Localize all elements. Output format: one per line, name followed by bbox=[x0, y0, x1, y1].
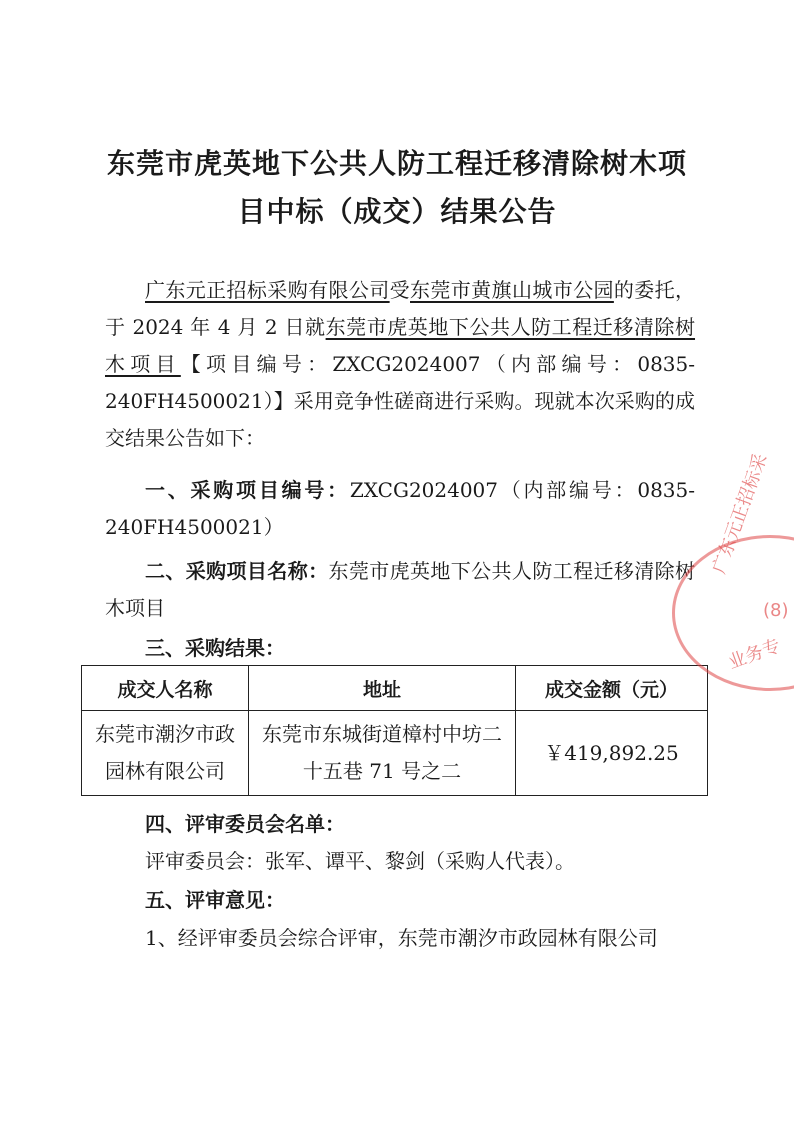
section-5-body: 1、经评审委员会综合评审，东莞市潮汐市政园林有限公司 bbox=[145, 926, 658, 950]
section-1 bbox=[105, 472, 695, 546]
section-2-text: 东莞市虎英地下公共人防工程迁移清除树木项目 bbox=[105, 559, 696, 620]
client-name: 东莞市黄旗山城市公园 bbox=[410, 278, 614, 302]
section-4 bbox=[105, 806, 695, 843]
table-row bbox=[82, 711, 708, 796]
intro-text-2: 的委托，于 2024 年 4 月 2 日就 bbox=[105, 278, 696, 339]
intro-text-1: 受 bbox=[389, 278, 411, 302]
section-3-heading: 三、采购结果： bbox=[145, 636, 285, 660]
header-winner: 成交人名称 bbox=[82, 666, 249, 711]
section-2-heading: 二、采购项目名称： bbox=[145, 559, 329, 583]
seal-text-b: (8) bbox=[763, 600, 789, 621]
section-3 bbox=[105, 630, 695, 667]
title-line-2: 目中标（成交）结果公告 bbox=[237, 195, 557, 228]
seal-text-c: 业务专 bbox=[725, 635, 784, 674]
seal-text-a: 广东元正招标采 bbox=[708, 450, 772, 577]
section-5-heading: 五、评审意见： bbox=[145, 888, 285, 912]
result-table bbox=[81, 665, 708, 796]
section-2 bbox=[105, 553, 695, 627]
document-title bbox=[90, 140, 704, 236]
intro-text-3: 【项目编号：ZXCG2024007（内部编号：0835-240FH4500021）】采用竞争性磋商进行采购。现就本次采购的成交结果公告如下： bbox=[105, 352, 696, 450]
winner-name: 东莞市潮汐市政园林有限公司 bbox=[82, 711, 249, 796]
agency-name: 广东元正招标采购有限公司 bbox=[145, 278, 390, 302]
header-amount: 成交金额（元） bbox=[516, 666, 708, 711]
section-1-heading: 一、采购项目编号： bbox=[145, 478, 350, 502]
section-4-body: 评审委员会：张军、谭平、黎剑（采购人代表）。 bbox=[145, 849, 575, 873]
section-1-text: ZXCG2024007（内部编号：0835-240FH4500021） bbox=[105, 478, 696, 539]
intro-paragraph bbox=[105, 272, 695, 457]
section-4-heading: 四、评审委员会名单： bbox=[145, 812, 345, 836]
title-line-1: 东莞市虎英地下公共人防工程迁移清除树木项 bbox=[106, 147, 687, 180]
table-header-row bbox=[82, 666, 708, 711]
section-5 bbox=[105, 882, 695, 919]
header-address: 地址 bbox=[249, 666, 516, 711]
winner-address: 东莞市东城街道樟村中坊二十五巷 71 号之二 bbox=[249, 711, 516, 796]
winner-amount: ￥419,892.25 bbox=[516, 711, 708, 796]
project-name: 东莞市虎英地下公共人防工程迁移清除树木项目 bbox=[105, 315, 696, 376]
